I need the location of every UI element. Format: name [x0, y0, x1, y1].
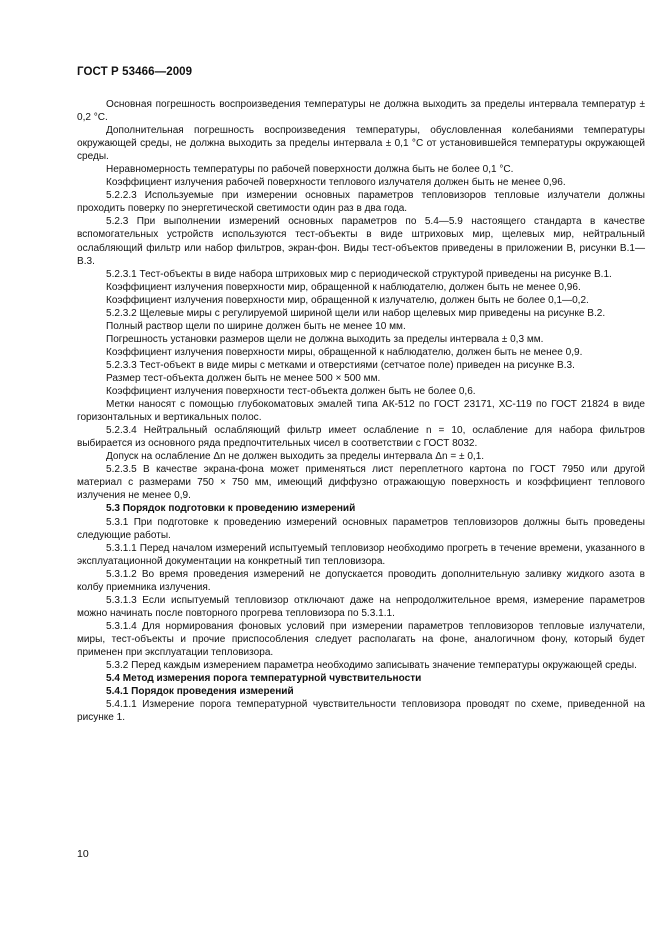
paragraph: 5.4.1.1 Измерение порога температурной чувствительности тепловизора проводят по схеме, приведенной на рисунке 1. [77, 699, 645, 724]
paragraph: 5.3.2 Перед каждым измерением параметра необходимо записывать значение температуры окружающей среды. [106, 660, 637, 672]
paragraph: 5.3.1.3 Если испытуемый тепловизор отключают даже на непродолжительное время, измерение параметров можно начинать после повторного прогрева тепловизора по 5.3.1.1. [77, 594, 645, 619]
paragraph: 5.2.3 При выполнении измерений основных параметров по 5.4—5.9 настоящего стандарта в качестве вспомогательных устройств используются тест-объекты в виде штриховых мир, щелевых мир, нейтральный ослабляющий фильтр или набор фильтров, экран-фон. Виды тест-объектов приведены в приложении В, рисунки В.1—В.3. [77, 216, 645, 267]
paragraph: 5.3.1.1 Перед началом измерений испытуемый тепловизор необходимо прогреть в течение времени, указанного в эксплуатационной документации на конкретный тип тепловизора. [77, 542, 645, 567]
paragraph: Коэффициент излучения поверхности миры, обращенной к наблюдателю, должен быть не менее 0,9. [106, 346, 583, 358]
paragraph: Полный раствор щели по ширине должен быть не менее 10 мм. [106, 320, 406, 332]
paragraph: 5.2.3.1 Тест-объекты в виде набора штриховых мир с периодической структурой приведены на рисунке В.1. [106, 268, 612, 280]
paragraph: 5.2.3.4 Нейтральный ослабляющий фильтр имеет ослабление n = 10, ослабление для набора фильтров выбирается из основного ряда предпочтительных чисел в соответствии с ГОСТ 8032. [77, 425, 645, 450]
section-heading: 5.3 Порядок подготовки к проведению измерений [106, 503, 356, 515]
paragraph: Коэффициент излучения поверхности тест-объекта должен быть не более 0,6. [106, 386, 476, 398]
paragraph: 5.2.3.5 В качестве экрана-фона может применяться лист переплетного картона по ГОСТ 7950 или другой материал с размерами 750 × 750 мм, имеющий диффузно отражающую поверхность и коэффициент теплового излучения не менее 0,9. [77, 464, 645, 502]
paragraph: Неравномерность температуры по рабочей поверхности должна быть не более 0,1 °С. [106, 164, 514, 176]
paragraph: Дополнительная погрешность воспроизведения температуры, обусловленная колебаниями температуры окружающей среды, не должна выходить за пределы интервала ± 0,1 °С от установившейся температуры окружающей среды. [77, 125, 645, 163]
paragraph: 5.3.1.4 Для нормирования фоновых условий при измерении параметров тепловизоров тепловые излучатели, миры, тест-объекты и прочие приспособления следует располагать на фоне, аналогичном фону, который будет применен при эксплуатации тепловизора. [77, 620, 645, 658]
paragraph: Основная погрешность воспроизведения температуры не должна выходить за пределы интервала температур ± 0,2 °С. [77, 99, 645, 124]
paragraph: 5.3.1 При подготовке к проведению измерений основных параметров тепловизоров должны быть проведены следующие работы. [77, 516, 645, 541]
paragraph: Коэффициент излучения поверхности мир, обращенной к излучателю, должен быть не более 0,1—0,2. [106, 294, 589, 306]
document-header: ГОСТ Р 53466—2009 [77, 66, 193, 78]
paragraph: 5.2.2.3 Используемые при измерении основных параметров тепловизоров тепловые излучатели должны проходить поверку по энергетической светимости один раз в два года. [77, 190, 645, 215]
section-heading: 5.4.1 Порядок проведения измерений [106, 686, 294, 698]
page-number: 10 [77, 848, 89, 860]
paragraph: Допуск на ослабление Δn не должен выходить за пределы интервала Δn = ± 0,1. [106, 451, 485, 463]
paragraph: Коэффициент излучения рабочей поверхности теплового излучателя должен быть не менее 0,96. [106, 177, 566, 189]
paragraph: 5.3.1.2 Во время проведения измерений не допускается проводить дополнительную заливку жидкого азота в колбу приемника излучения. [77, 568, 645, 593]
section-heading: 5.4 Метод измерения порога температурной чувствительности [106, 673, 422, 685]
paragraph: 5.2.3.3 Тест-объект в виде миры с метками и отверстиями (сетчатое поле) приведен на рисунке В.3. [106, 359, 575, 371]
paragraph: Размер тест-объекта должен быть не менее 500 × 500 мм. [106, 372, 381, 384]
paragraph: Метки наносят с помощью глубокоматовых эмалей типа АК-512 по ГОСТ 23171, ХС-119 по ГОСТ 21824 в виде горизонтальных и вертикальных полос. [77, 399, 645, 424]
paragraph: Коэффициент излучения поверхности мир, обращенной к наблюдателю, должен быть не менее 0,96. [106, 281, 581, 293]
paragraph: 5.2.3.2 Щелевые миры с регулируемой шириной щели или набор щелевых мир приведены на рисунке В.2. [106, 307, 606, 319]
document-body [77, 98, 645, 724]
paragraph: Погрешность установки размеров щели не должна выходить за пределы интервала ± 0,3 мм. [106, 333, 544, 345]
